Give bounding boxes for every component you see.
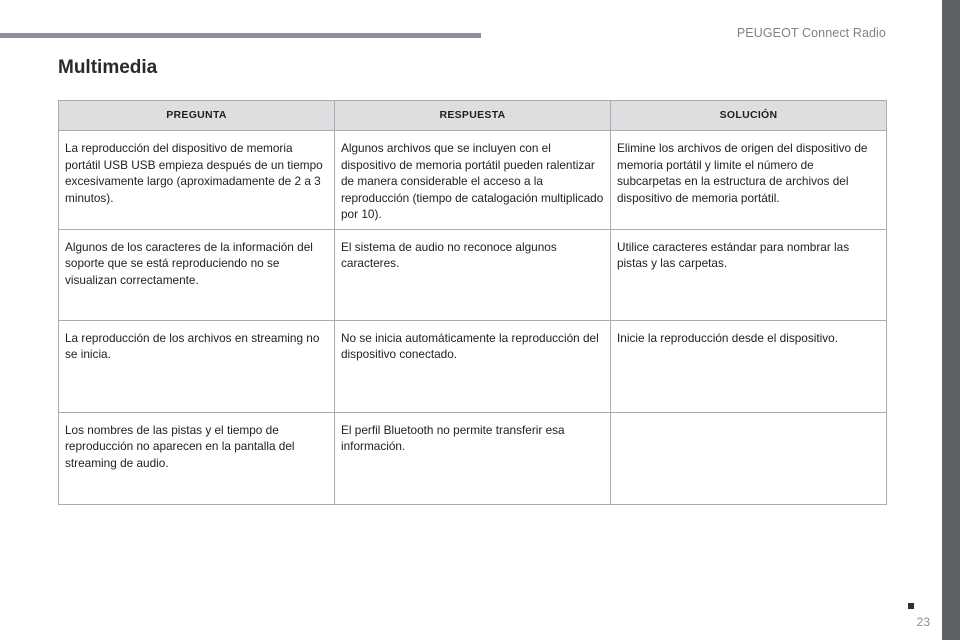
side-tab-bar — [942, 0, 960, 640]
top-rule — [0, 33, 481, 38]
column-header-answer: RESPUESTA — [335, 101, 611, 131]
faq-table — [58, 100, 887, 505]
table-header-row — [59, 101, 887, 131]
table-row — [59, 131, 887, 230]
column-header-question: PREGUNTA — [59, 101, 335, 131]
answer-cell: Algunos archivos que se incluyen con el dispositivo de memoria portátil pueden ralentizar de manera considerable el acceso a la reproducción (tiempo de catalogación multiplicado por 10). — [335, 131, 611, 230]
question-cell: La reproducción de los archivos en streaming no se inicia. — [59, 320, 335, 412]
answer-cell: No se inicia automáticamente la reproducción del dispositivo conectado. — [335, 320, 611, 412]
page-number: 23 — [916, 615, 930, 629]
section-title: Multimedia — [58, 57, 158, 78]
column-header-solution: SOLUCIÓN — [611, 101, 887, 131]
answer-cell: El sistema de audio no reconoce algunos caracteres. — [335, 229, 611, 320]
solution-cell: Elimine los archivos de origen del dispositivo de memoria portátil y limite el número de subcarpetas en la estructura de archivos del dispositivo de memoria portátil. — [611, 131, 887, 230]
question-cell: La reproducción del dispositivo de memoria portátil USB USB empieza después de un tiempo excesivamente largo (aproximadamente de 2 a 3 minutos). — [59, 131, 335, 230]
solution-cell: Utilice caracteres estándar para nombrar las pistas y las carpetas. — [611, 229, 887, 320]
solution-cell: Inicie la reproducción desde el dispositivo. — [611, 320, 887, 412]
question-cell: Los nombres de las pistas y el tiempo de reproducción no aparecen en la pantalla del streaming de audio. — [59, 412, 335, 504]
table-row — [59, 412, 887, 504]
answer-cell: El perfil Bluetooth no permite transferir esa información. — [335, 412, 611, 504]
question-cell: Algunos de los caracteres de la información del soporte que se está reproduciendo no se visualizan correctamente. — [59, 229, 335, 320]
solution-cell — [611, 412, 887, 504]
document-header-title: PEUGEOT Connect Radio — [736, 26, 886, 40]
table-row — [59, 229, 887, 320]
table-row — [59, 320, 887, 412]
page-marker-square — [908, 603, 914, 609]
